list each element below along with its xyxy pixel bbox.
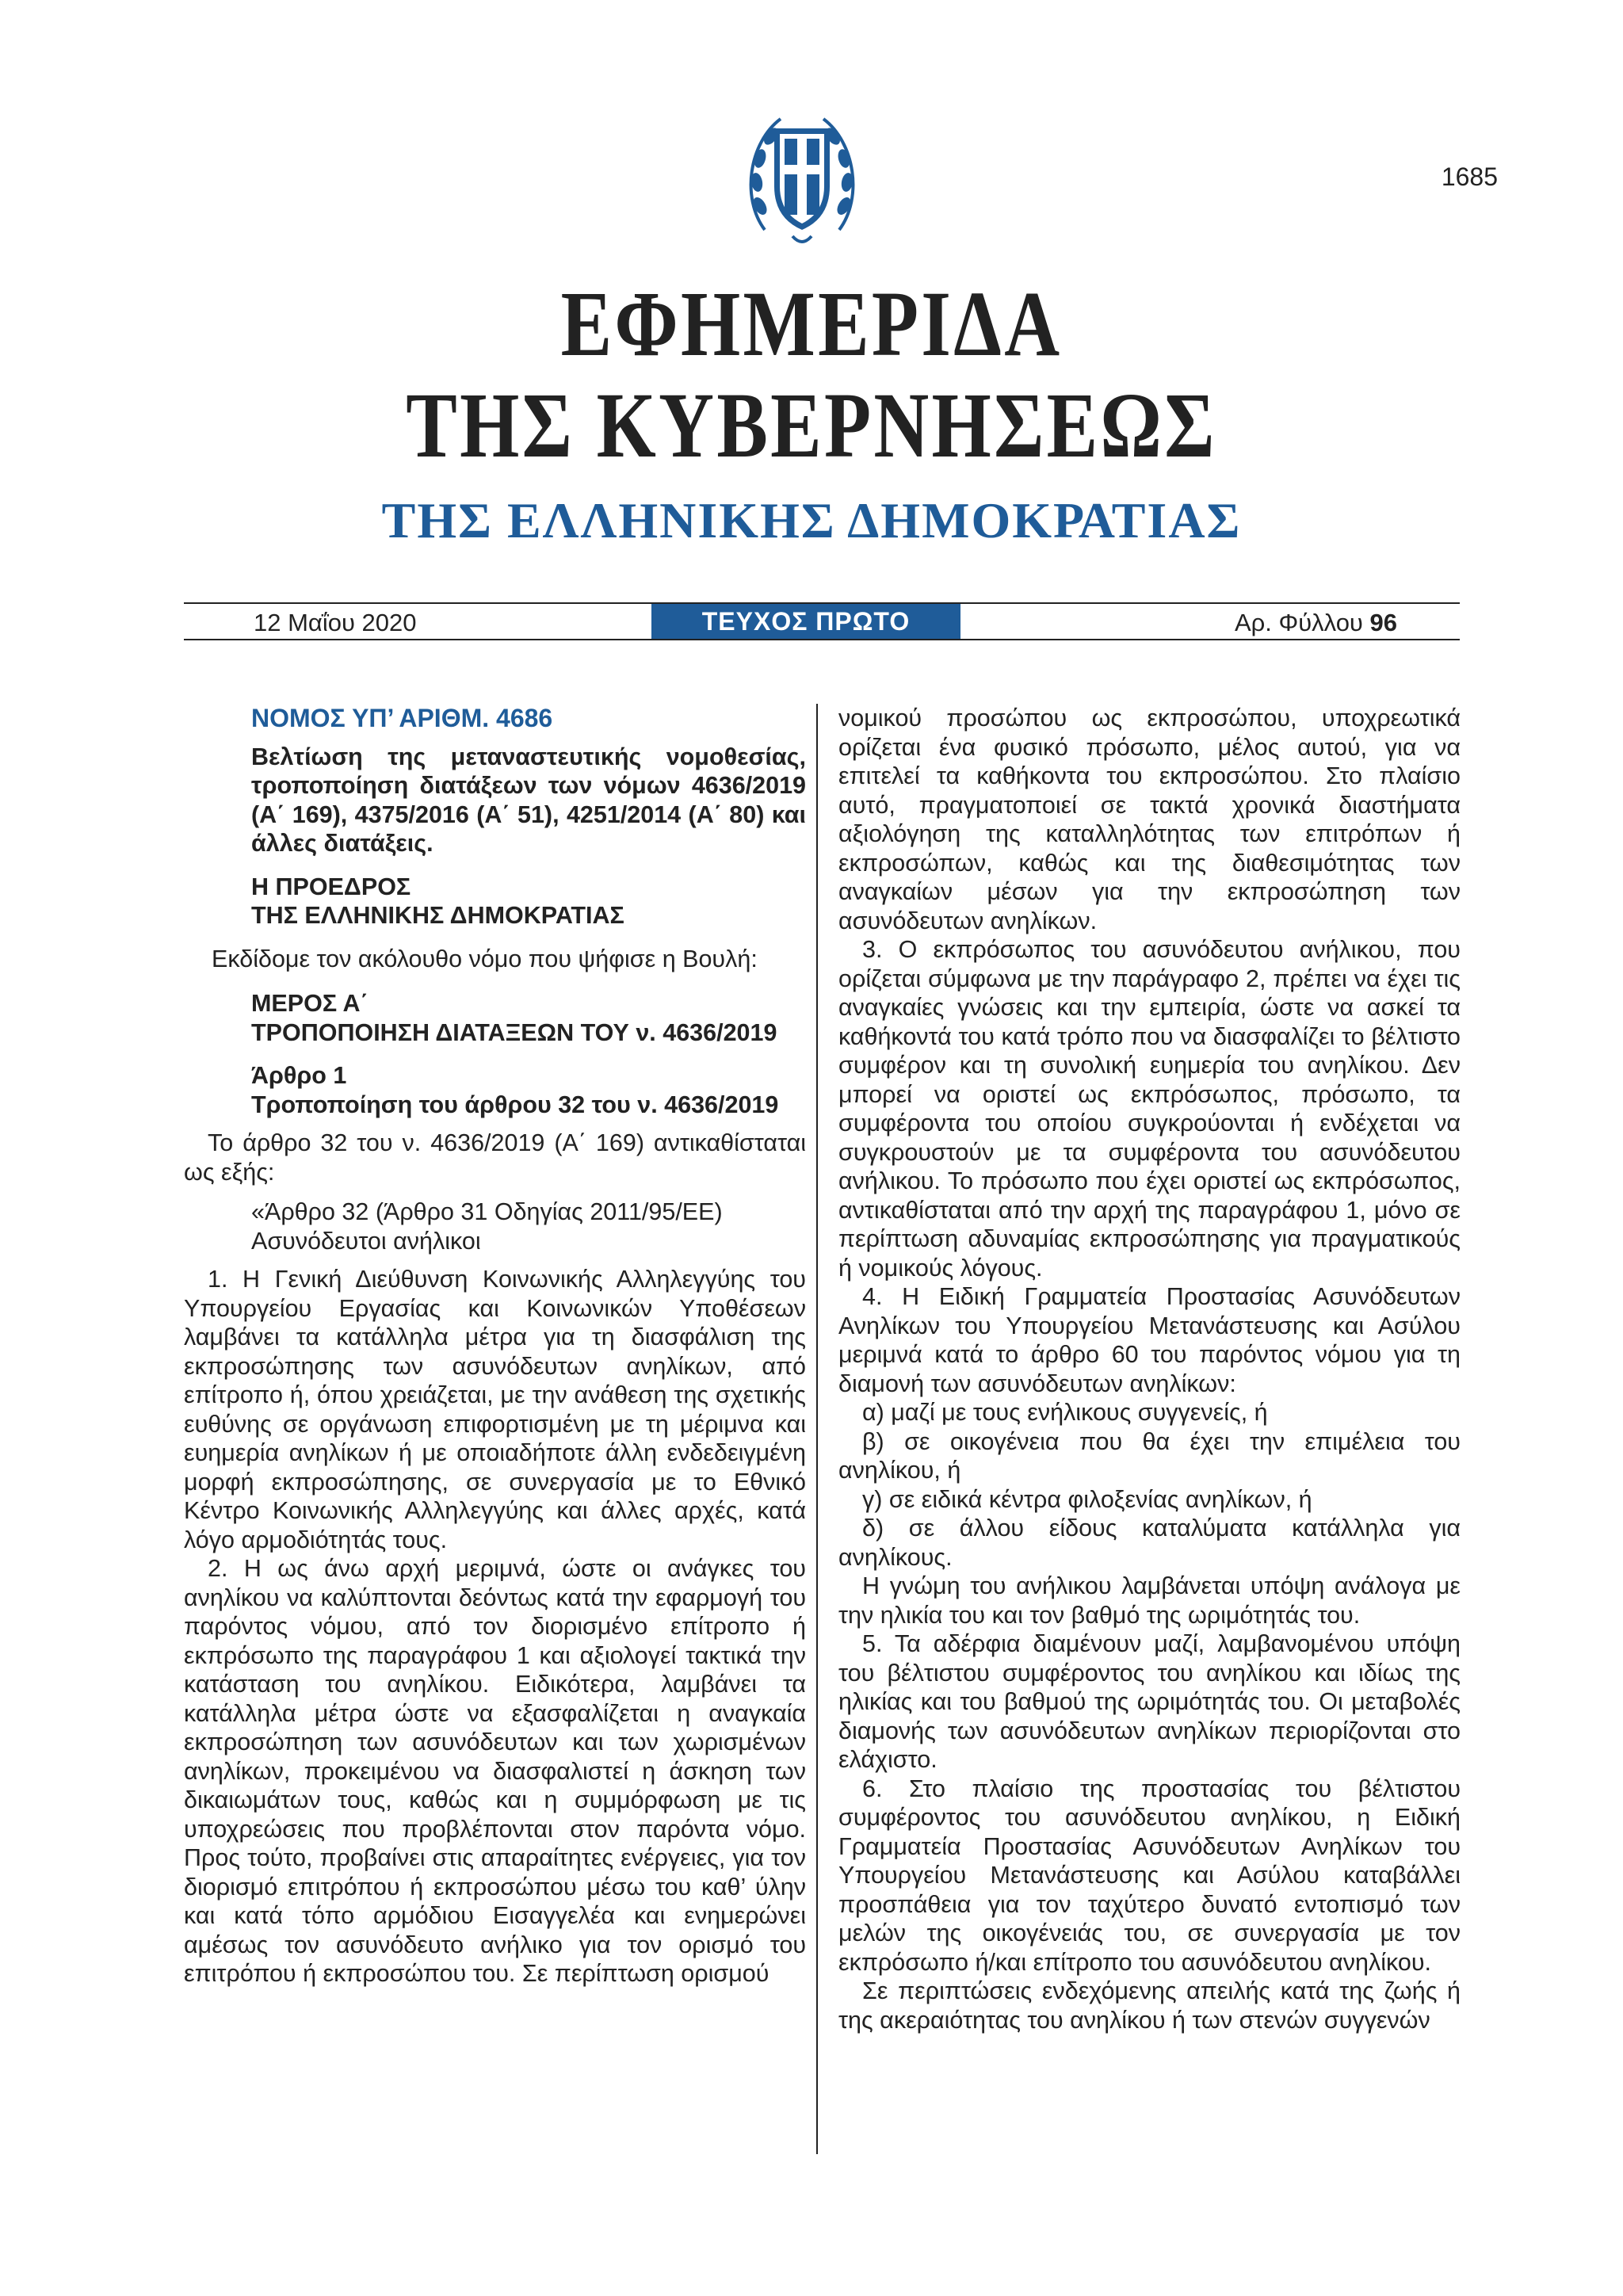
issue-volume-band: ΤΕΥΧΟΣ ΠΡΩΤΟ [651,604,960,639]
paragraph-4: 4. Η Ειδική Γραμματεία Προστασίας Ασυνόδευτων Ανηλίκων του Υπουργείου Μετανάστευσης και Ασύλου μεριμνά κατά το άρθρο 60 του παρόντος νόμου για τη διαμονή των ασυνόδευτων ανηλίκων: [838,1283,1461,1397]
paragraph-4-note: Η γνώμη του ανήλικου λαμβάνεται υπόψη ανάλογα με την ηλικία του και τον βαθμό της ωριμότητάς του. [838,1572,1461,1629]
article-number: Άρθρο 1 [251,1062,347,1089]
president-line-1: Η ΠΡΟΕΔΡΟΣ [251,873,411,900]
sheet-label: Αρ. Φύλλου [1234,609,1363,636]
paragraph-1: 1. Η Γενική Διεύθυνση Κοινωνικής Αλληλεγγύης του Υπουργείου Εργασίας και Κοινωνικών Υποθέσεων λαμβάνει τα κατάλληλα μέτρα για τη διασφάλιση της εκπροσώπησης των ασυνόδευτων ανηλίκων, από επίτροπο ή, όπου χρειάζεται, με την ανάθεση της σχετικής ευθύνης σε οργάνωση επιφορτισμένη με τη μέριμνα και ευημερία ανηλίκων ή με οποιαδήποτε άλλη ενδεδειγμένη μορφή εκπροσώπησης, σε συνεργασία με το Εθνικό Κέντρο Κοινωνικής Αλληλεγγύης και άλλες αρχές, κατά λόγο αρμοδιότητάς τους. [184,1266,806,1553]
quoted-article-heading [251,1198,806,1255]
quoted-article-title: Ασυνόδευτοι ανήλικοι [251,1227,481,1255]
list-item-d: δ) σε άλλου είδους καταλύματα κατάλληλα για ανηλίκους. [838,1515,1461,1571]
paragraph-2: 2. Η ως άνω αρχή μεριμνά, ώστε οι ανάγκες του ανηλίκου να καλύπτονται δεόντως κατά την εφαρμογή του παρόντος νόμου, από τον διορισμένο επίτροπο ή εκπρόσωπο της παραγράφου 1 και αξιολογεί τακτικά την κατάσταση του ανηλίκου. Ειδικότερα, λαμβάνει τα κατάλληλα μέτρα ώστε να εξασφαλίζεται η αναγκαία εκπροσώπηση των ασυνόδευτων και των χωρισμένων ανηλίκων, προκειμένου να διασφαλιστεί η άσκηση των δικαιωμάτων τους, καθώς και η συμμόρφωση με τις υποχρεώσεις που προβλέπονται στον παρόντα νόμο. Προς τούτο, προβαίνει στις απαραίτητες ενέργειες, για τον διορισμό επιτρόπου ή εκπροσώπου μέσω του καθ’ ύλην και κατά τόπο αρμόδιου Εισαγγελέα και ενημερώνει αμέσως τον ασυνόδευτο ανήλικο για τον ορισμό του επιτρόπου ή εκπροσώπου του. Σε περίπτωση ορισμού [184,1555,806,1987]
column-separator [816,704,818,2154]
decree-text: Εκδίδομε τον ακόλουθο νόμο που ψήφισε η Βουλή: [212,945,758,972]
left-column [184,704,806,1988]
paragraph-3: 3. Ο εκπρόσωπος του ασυνόδευτου ανήλικου, που ορίζεται σύμφωνα με την παράγραφο 2, πρέπει να έχει τις αναγκαίες γνώσεις και την εμπειρία, ώστε να ασκεί τα καθήκοντά του κατά τρόπο που να διασφαλίζει το βέλτιστο συμφέρον και τη συνολική ευημερία του ανηλίκου. Δεν μπορεί να οριστεί ως εκπρόσωπος, πρόσωπο, τα συμφέροντα του οποίου συγκρούονται ή ενδέχεται να συγκρουστούν με τα συμφέροντα του ασυνόδευτου ανήλικου. Το πρόσωπο που έχει οριστεί ως εκπρόσωπος, αντικαθίσταται από την αρχή της παραγράφου 1, μόνο σε περίπτωση αδυναμίας εκπροσώπησης για πραγματικούς ή νομικούς λόγους. [838,936,1461,1282]
part-line-1: ΜΕΡΟΣ Α΄ [251,990,369,1017]
coat-of-arms-emblem [749,111,855,254]
paragraph-5: 5. Τα αδέρφια διαμένουν μαζί, λαμβανομένου υπόψη του βέλτιστου συμφέροντος του ανηλίκου και ιδίως της ηλικίας και του βαθμού της ωριμότητάς του. Οι μεταβολές διαμονής των ασυνόδευτων ανηλίκων περιορίζονται στο ελάχιστο. [838,1630,1461,1773]
part-line-2: ΤΡΟΠΟΠΟΙΗΣΗ ΔΙΑΤΑΞΕΩΝ ΤΟΥ ν. 4636/2019 [251,1018,777,1046]
quoted-article-number: «Άρθρο 32 (Άρθρο 31 Οδηγίας 2011/95/ΕΕ) [251,1198,723,1225]
page-number: 1685 [1441,162,1498,191]
sheet-number: 96 [1369,609,1397,636]
law-subtitle: Βελτίωση της μεταναστευτικής νομοθεσίας, τροποποίηση διατάξεων των νόμων 4636/2019 (Α΄ 169), 4375/2016 (Α΄ 51), 4251/2014 (Α΄ 80) και άλλες διατάξεις. [251,743,806,857]
paragraph-2-continued: νομικού προσώπου ως εκπροσώπου, υποχρεωτικά ορίζεται ένα φυσικό πρόσωπο, μέλος αυτού, για να επιτελεί τα καθήκοντα του εκπροσώπου. Στο πλαίσιο αυτό, πραγματοποιεί σε τακτά χρονικά διαστήματα αξιολόγηση της καταλληλότητας των επιτρόπων ή εκπροσώπων, καθώς και της διαθεσιμότητας των αναγκαίων μέσων για την εκπροσώπηση των ασυνόδευτων ανηλίκων. [838,705,1461,934]
president-line-2: ΤΗΣ ΕΛΛΗΝΙΚΗΣ ΔΗΜΟΚΡΑΤΙΑΣ [251,902,624,929]
masthead-republic: ΤΗΣ ΕΛΛΗΝΙΚΗΣ ΔΗΜΟΚΡΑΤΙΑΣ [381,492,1242,548]
header-rule-bottom [184,639,1460,640]
law-title: ΝΟΜΟΣ ΥΠ’ ΑΡΙΘΜ. 4686 [251,704,553,732]
paragraph-6-continued: Σε περιπτώσεις ενδεχόμενης απειλής κατά της ζωής ή της ακεραιότητας του ανηλίκου ή των στενών συγγενών [838,1977,1461,2034]
issue-date: 12 Μαΐου 2020 [254,609,417,636]
right-column [838,704,1461,2034]
article-heading [251,1061,806,1119]
masthead-subtitle: ΤΗΣ ΚΥΒΕΡΝΗΣΕΩΣ [406,373,1217,477]
president-heading [251,873,806,930]
list-item-c: γ) σε ειδικά κέντρα φιλοξενίας ανηλίκων, ή [862,1485,1312,1513]
paragraph-6: 6. Στο πλαίσιο της προστασίας του βέλτιστου συμφέροντος του ασυνόδευτου ανηλίκου, η Ειδική Γραμματεία Προστασίας Ασυνόδευτων Ανηλίκων του Υπουργείου Μετανάστευσης και Ασύλου καταβάλλει προσπάθεια για τον ταχύτερο δυνατό εντοπισμό των μελών της οικογένειάς του, σε συνεργασία με τον εκπρόσωπο ή/και επίτροπο του ασυνόδευτου ανηλίκου. [838,1775,1461,1976]
issue-sheet-number [1235,609,1397,637]
masthead-title: ΕΦΗΜΕΡΙΔΑ [560,272,1063,376]
list-item-b: β) σε οικογένεια που θα έχει την επιμέλεια του ανηλίκου, ή [838,1427,1461,1484]
article-intro: Το άρθρο 32 του ν. 4636/2019 (Α΄ 169) αντικαθίσταται ως εξής: [184,1129,806,1186]
part-heading [251,989,806,1047]
article-title: Τροποποίηση του άρθρου 32 του ν. 4636/2019 [251,1091,779,1118]
list-item-a: α) μαζί με τους ενήλικους συγγενείς, ή [862,1399,1268,1426]
